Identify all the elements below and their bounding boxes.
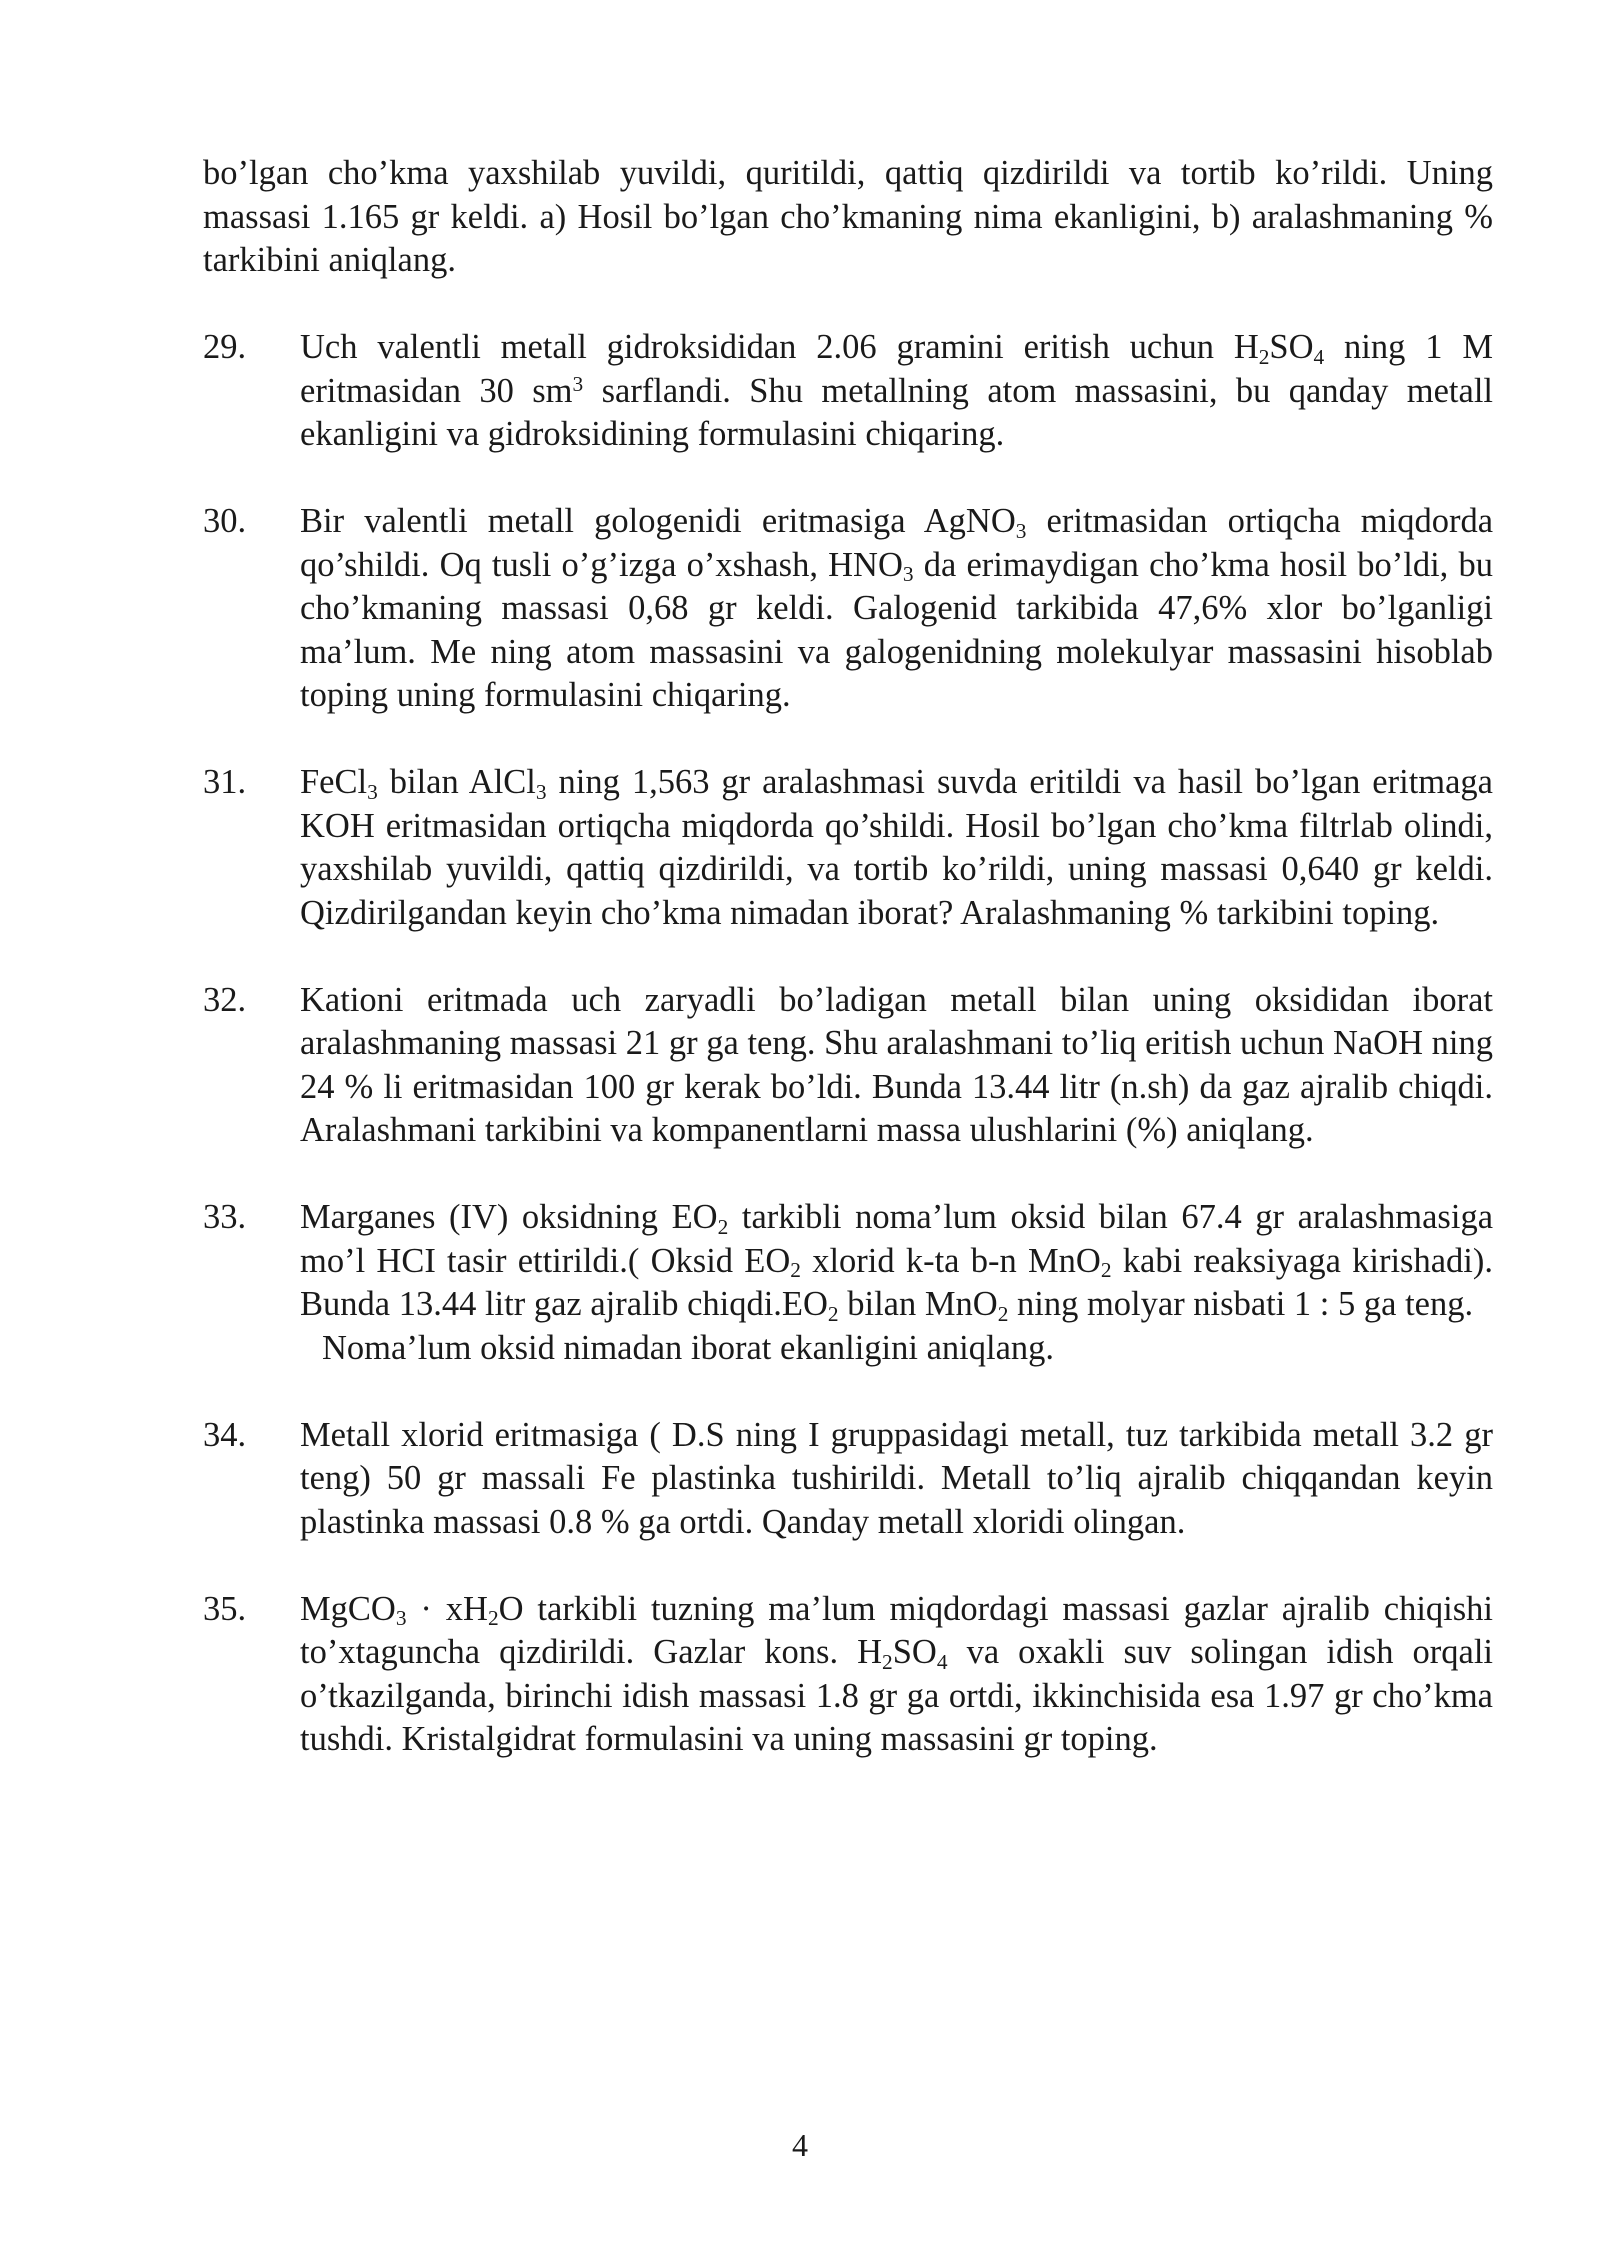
- text-run: bilan MnO: [838, 1285, 998, 1323]
- subscript: 3: [367, 779, 378, 804]
- text-run: Kationi eritmada uch zaryadli bo’ladigan metall bilan uning oksididan iborat aralashmaning massasi 21 gr ga teng. Shu aralashmani to’liq eritish uchun NaOH ning 24 % li eritmasidan 100 gr kerak bo’ldi. Bunda 13.44 litr (n.sh) da gaz ajralib chiqdi. Aralashmani tarkibini va kompanentlarni massa ulushlarini (%) aniqlang.: [300, 980, 1493, 1149]
- problem-item: [203, 761, 1493, 935]
- problem-item: [203, 1414, 1493, 1545]
- text-run: FeCl: [300, 763, 368, 801]
- problem-note: Noma’lum oksid nimadan iborat ekanligini aniqlang.: [322, 1328, 1055, 1367]
- text-run: SO: [892, 1633, 937, 1671]
- page-number: 4: [792, 2127, 808, 2163]
- problem-text: [300, 761, 1493, 935]
- problem-text: [300, 1414, 1493, 1545]
- text-run: Metall xlorid eritmasiga ( D.S ning I gruppasidagi metall, tuz tarkibida metall 3.2 gr teng) 50 gr massali Fe plastinka tushirildi. Metall to’liq ajralib chiqqandan keyin plastinka massasi 0.8 % ga ortdi. Qanday metall xloridi olingan.: [300, 1415, 1493, 1541]
- subscript: 4: [1313, 344, 1325, 369]
- text-run: SO: [1269, 328, 1314, 366]
- subscript: 3: [395, 1606, 407, 1631]
- subscript: 3: [902, 562, 914, 587]
- text-run: da erimaydigan cho’kma hosil bo’ldi, bu cho’kmaning massasi 0,68 gr keldi. Galogenid tarkibida 47,6% xlor bo’lganligi ma’lum. Me ning atom massasini va galogenidning molekulyar massasini hisoblab toping uning formulasini chiqaring.: [300, 545, 1493, 714]
- problem-item: [203, 979, 1493, 1153]
- text-run: Bir valentli metall gologenidi eritmasiga AgNO: [300, 502, 1016, 540]
- problem-number: 31.: [203, 763, 247, 801]
- problem-number: 33.: [203, 1198, 247, 1236]
- subscript: 2: [1100, 1258, 1112, 1283]
- problem-number: 29.: [203, 328, 247, 366]
- problem-text: [300, 1196, 1493, 1327]
- subscript: 2: [1258, 344, 1270, 369]
- problem-item: [203, 326, 1493, 457]
- subscript: 2: [790, 1258, 801, 1283]
- subscript: 3: [535, 779, 547, 804]
- text-run: bilan AlCl: [377, 763, 536, 801]
- subscript: 2: [827, 1301, 839, 1326]
- superscript: 3: [572, 371, 584, 396]
- problem-number: 32.: [203, 980, 247, 1019]
- text-run: MgCO: [300, 1589, 396, 1628]
- problem-number: 30.: [203, 502, 247, 540]
- subscript: 4: [936, 1649, 948, 1674]
- problem-number: 34.: [203, 1415, 247, 1454]
- subscript: 2: [997, 1301, 1009, 1326]
- text-run: tarkibli noma’lum oksid bilan 67.4 gr aralashmasiga mo’l HCI tasir ettirildi.( Oksid EO: [300, 1198, 1494, 1280]
- problem-list: [203, 326, 1493, 1762]
- text-run: O tarkibli tuzning ma’lum miqdordagi massasi gazlar ajralib chiqishi to’xtaguncha qizdirildi. Gazlar kons. H: [300, 1589, 1493, 1671]
- problem-text: [300, 500, 1493, 718]
- subscript: 2: [717, 1214, 729, 1239]
- text-run: ning 1 M eritmasidan 30 sm: [300, 328, 1493, 410]
- text-run: ning molyar nisbati 1 : 5 ga teng.: [1008, 1285, 1474, 1323]
- text-run: eritmasidan ortiqcha miqdorda qo’shildi. Oq tusli o’g’izga o’xshash, HNO: [300, 502, 1494, 584]
- document-body: [203, 152, 1493, 1762]
- problem-number: 35.: [203, 1589, 247, 1628]
- text-run: kabi reaksiyaga kirishadi). Bunda 13.44 litr gaz ajralib chiqdi.EO: [300, 1241, 1493, 1323]
- problem-item: [203, 1588, 1493, 1762]
- subscript: 3: [1015, 518, 1027, 543]
- text-run: Marganes (IV) oksidning EO: [300, 1198, 718, 1236]
- text-run: ning 1,563 gr aralashmasi suvda eritildi va hasil bo’lgan eritmaga KOH eritmasidan ortiqcha miqdorda qo’shildi. Hosil bo’lgan cho’kma filtrlab olindi, yaxshilab yuvildi, qattiq qizdirildi, va tortib ko’rildi, uning massasi 0,640 gr keldi. Qizdirilgandan keyin cho’kma nimadan iborat? Aralashmaning % tarkibini toping.: [300, 763, 1493, 932]
- text-run: Uch valentli metall gidroksididan 2.06 gramini eritish uchun H: [300, 328, 1259, 366]
- subscript: 2: [487, 1606, 499, 1631]
- problem-text: [300, 326, 1493, 457]
- intro-paragraph: bo’lgan cho’kma yaxshilab yuvildi, quritildi, qattiq qizdirildi va tortib ko’rildi. Uning massasi 1.165 gr keldi. a) Hosil bo’lgan cho’kmaning nima ekanligini, b) aralashmaning % tarkibini aniqlang.: [203, 154, 1493, 279]
- text-run: · xH: [406, 1589, 488, 1628]
- text-run: sarflandi. Shu metallning atom massasini, bu qanday metall ekanligini va gidroksidining formulasini chiqaring.: [300, 371, 1493, 453]
- problem-text: [300, 979, 1493, 1153]
- problem-item: [203, 1196, 1493, 1370]
- problem-item: [203, 500, 1493, 718]
- problem-text: [300, 1588, 1493, 1762]
- text-run: xlorid k-ta b-n MnO: [800, 1241, 1101, 1280]
- subscript: 2: [882, 1649, 893, 1674]
- text-run: va oxakli suv solingan idish orqali o’tkazilganda, birinchi idish massasi 1.8 gr ga ortdi, ikkinchisida esa 1.97 gr cho’kma tushdi. Kristalgidrat formulasini va uning massasini gr toping.: [300, 1633, 1493, 1758]
